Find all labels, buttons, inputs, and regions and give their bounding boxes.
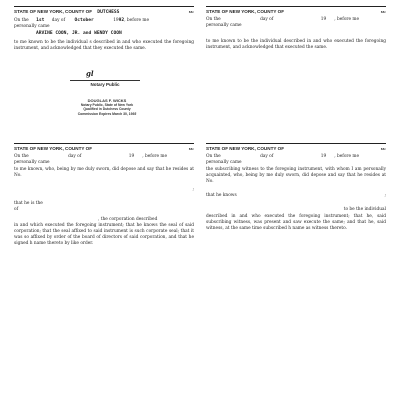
- officer-line: that he is the: [14, 201, 43, 207]
- notary-public-label: Notary Public: [70, 80, 140, 87]
- corporation-line: of: [14, 207, 19, 213]
- personally-came-label: personally came: [14, 24, 50, 30]
- stamp-line2: Qualified in Dutchess County: [83, 107, 131, 112]
- corporation-text: in and which executed the foregoing instrument; that he knows the seal of said corporation; that the seal affixed to said instrument is such corporate seal; that it was so affixed by order of the board of directors of said corporation, and that he signed h name thereto by like order.: [14, 222, 194, 247]
- personally-came-label: personally came: [206, 23, 242, 29]
- date-line: On the day of 19 , before me: [206, 154, 360, 160]
- day-value: 1st: [36, 18, 45, 24]
- venue-header: STATE OF NEW YORK, COUNTY OF ss:: [14, 143, 194, 152]
- names-value: ARVINE COON, JR. and WENDY COON: [36, 30, 122, 36]
- knows-line: that he knows ;: [206, 193, 386, 199]
- witness-body-text: described in and who executed the foregoing instrument; that he, said subscribing witness, was present and saw execute the same; and that he, said witness, at the same time subscribed h name as witness thereto.: [206, 213, 386, 232]
- date-line: On the day of 19 , before me: [14, 154, 168, 160]
- venue-header: STATE OF NEW YORK, COUNTY OF ss:: [206, 6, 386, 15]
- venue-header: STATE OF NEW YORK, COUNTY OF DUTCHESS ss:: [14, 6, 194, 16]
- venue-header: STATE OF NEW YORK, COUNTY OF ss:: [206, 143, 386, 152]
- stamp-line1: Notary Public, State of New York: [80, 103, 134, 108]
- corporation-name-line: , the corporation described: [98, 216, 158, 222]
- personally-came-label: personally came: [206, 160, 242, 166]
- date-line: On the day of 19 , before me: [206, 17, 360, 23]
- individual-line: to be the individual: [343, 207, 386, 213]
- notary-stamp: [72, 99, 142, 116]
- acknowledgment-text: to me known to be the individual s described in and who executed the foregoing instrument, and acknowledged that they executed the same.: [14, 39, 194, 52]
- month-value: October: [74, 18, 94, 24]
- acknowledgment-text: to me known to be the individual described in and who executed the foregoing instrument, and acknowledged that executed the same.: [206, 38, 386, 50]
- stamp-name: DOUGLAS F. WICKS: [87, 98, 127, 103]
- handwritten-signature: gl: [86, 69, 94, 78]
- acknowledgment-subscribing-witness: [206, 143, 386, 232]
- year-value: 92: [118, 18, 125, 24]
- acknowledgment-corporation: [14, 143, 194, 248]
- acknowledgment-individual-blank: [206, 6, 386, 51]
- date-line: On the 1st day of October 1992, before me: [14, 18, 149, 24]
- acknowledgment-individual-filled: [14, 6, 194, 52]
- county-value: DUTCHESS: [97, 10, 120, 15]
- witness-text: the subscribing witness to the foregoing instrument, with whom I am personally acquainted, who, being by me duly sworn, did depose and say that he resides at No.: [206, 166, 386, 185]
- sworn-text: to me known, who, being by me duly sworn, did depose and say that he resides at No.: [14, 166, 194, 178]
- stamp-line3: Commission Expires March 30, 1993: [77, 111, 137, 116]
- personally-came-label: personally came: [14, 160, 50, 166]
- address-line: ;: [192, 187, 194, 193]
- stamp-handwritten-year: 93: [132, 111, 137, 116]
